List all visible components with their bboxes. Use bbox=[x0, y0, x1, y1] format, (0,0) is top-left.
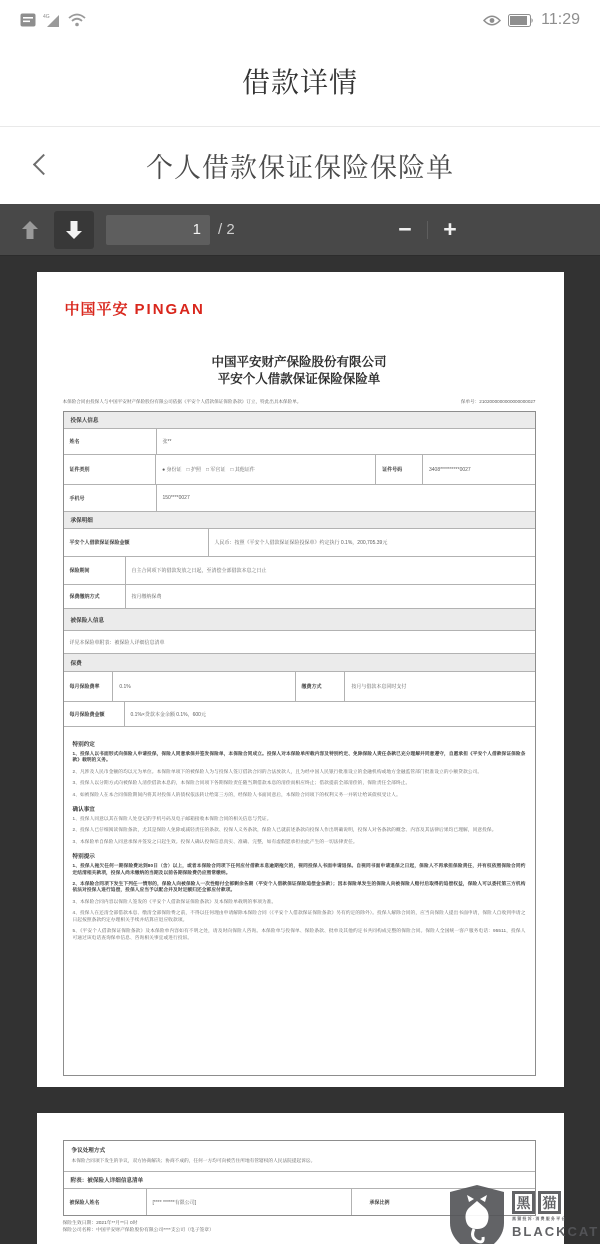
section-premium: 保费 bbox=[64, 654, 535, 671]
cell-value: 按月缴纳保费 bbox=[131, 594, 162, 600]
effective-date-line: 保险生效日期：2021年**月**日 0时 bbox=[62, 1221, 138, 1227]
pdf-page-1 bbox=[37, 272, 564, 1087]
status-bar bbox=[0, 0, 600, 40]
appendix-heading: 附表：被保险人详细信息清单 bbox=[64, 1171, 535, 1188]
clause-paragraph: 2、投保人已仔细阅读保险条款，尤其是保险人免除或减轻责任的条款、投保人义务条款，保险人已就前述条款向投保人作出明确说明，投保人对各条款的概念、内容及其法律后果均已理解，同意投保。 bbox=[72, 827, 497, 833]
clause-paragraph: 1、投保人以书面形式向保险人申请投保，保险人同意承保并签发保险单，本保险合同成立。投保人对本保险单所载内容及特别约定、免除保险人责任条款已充分理解并同意遵守，自愿承担《平安个人借款保证保险条款》载明的义务。 bbox=[72, 751, 526, 763]
policy-number: 保单号：2102000000000000000027 bbox=[460, 399, 536, 404]
blackcat-wordmark bbox=[512, 1191, 599, 1239]
cell-label: 证件类别 bbox=[64, 455, 157, 484]
clause-heading: 确认事宜 bbox=[72, 807, 95, 814]
cell-label: 缴费方式 bbox=[296, 672, 346, 701]
clause-paragraph: 4、如被保险人在本合同保险期间内将其对投保人的债权依法转让给第三方的，经保险人书面同意后，本保险合同项下的权利义务一并转让给该债权受让人。 bbox=[72, 791, 401, 797]
svg-text:4G: 4G bbox=[43, 14, 50, 20]
blackcat-shield-icon bbox=[450, 1185, 504, 1244]
cell-label: 保费缴纳方式 bbox=[64, 585, 126, 608]
zoom-controls bbox=[383, 212, 472, 248]
cell-value: 自主合同项下的借款发放之日起，至清偿全部借款本息之日止 bbox=[131, 568, 267, 574]
pingan-logo-cn: 中国平安 bbox=[64, 301, 129, 318]
cell-label: 手机号 bbox=[64, 485, 157, 511]
page-number-input[interactable] bbox=[106, 215, 210, 245]
cell-value: 150****0027 bbox=[162, 495, 190, 501]
clause-paragraph: 1、投保人拖欠任何一期保险费达到80日（含）以上，或者本保险合同项下任何应付借款本息逾期拖欠的，视同投保人书面申请退保。自视同书面申请退保之日起，保险人不再承担保险责任，并有权依照保险合同约定结清相关款项，投保人尚未缴纳的当期及以前各期保险费仍应照常缴纳。 bbox=[72, 863, 526, 875]
blackcat-en-text: BLACKCAT bbox=[512, 1224, 600, 1239]
signal-icon bbox=[43, 13, 61, 27]
blackcat-char-2: 猫 bbox=[538, 1191, 561, 1214]
clause-paragraph: 5、《平安个人借款保证保险条款》及本保险单内容如有不明之处，请及时向保险人咨询。本保险单与投保单、保险条款、批单及其他约定书共同构成完整的保险合同。保险人全国统一客户服务电话：95511，投保人可通过该电话查询保单信息、咨询相关事宜或进行投诉。 bbox=[72, 928, 526, 940]
section-insured: 被保险人信息 bbox=[64, 609, 535, 630]
cell-value: 0.1% bbox=[113, 672, 295, 701]
section-coverage: 承保明细 bbox=[64, 512, 535, 528]
pingan-logo bbox=[65, 298, 536, 319]
clause-paragraph: 3、投保人以分期方式向被保险人清偿借款本息的，本保险合同项下各期保险责任随当期借款本息的清偿而相应终止；借款提前全部清偿的，保险责任全部终止。 bbox=[72, 780, 411, 786]
battery-icon bbox=[508, 14, 534, 27]
dispute-section bbox=[64, 1141, 535, 1171]
doc-meta-left: 本保险合同由投保人与中国平安财产保险股份有限公司依据《平安个人借款保证保险条款》订立，特此出具本保险单。 bbox=[62, 399, 302, 404]
pdf-viewer bbox=[0, 204, 600, 1244]
message-icon bbox=[20, 13, 36, 27]
cell-label: 平安个人借款保证保险金额 bbox=[64, 529, 209, 556]
cell-label: 被保险人姓名 bbox=[64, 1189, 147, 1215]
clause-paragraph: 1、投保人同意以其在保险人处登记的手机号码及电子邮箱接收本保险合同的相关信息与凭证。 bbox=[72, 816, 272, 822]
page-up-button[interactable] bbox=[10, 211, 50, 249]
cell-value: 人民币：按照《平安个人借款保证保险投保单》约定执行 0.1%，200,705.39元 bbox=[214, 540, 388, 546]
company-line: 保险公司名称：中国平安财产保险股份有限公司****支公司（电子签章） bbox=[62, 1228, 214, 1233]
arrow-down-icon bbox=[65, 220, 83, 240]
eye-protection-icon bbox=[483, 14, 501, 27]
cell-value: 按月与借款本息同时支付 bbox=[351, 684, 407, 690]
dispute-text: 本保险合同项下发生的争议，双方协商解决；协商不成的，任何一方均可向被告住所地有管辖权的人民法院提起诉讼。 bbox=[71, 1158, 316, 1163]
cell-id-options: ● 身份证 □ 护照 □ 军官证 □ 其他证件 bbox=[156, 455, 376, 484]
table-row bbox=[64, 455, 535, 485]
nav-bar bbox=[0, 127, 600, 204]
doc-meta-line bbox=[63, 399, 536, 405]
table-row bbox=[64, 631, 535, 654]
cell-insured-note: 详见本保险单附表：被保险人详细信息清单 bbox=[69, 639, 165, 646]
cell-value: 3408**********0027 bbox=[428, 466, 471, 473]
table-row bbox=[64, 529, 535, 557]
arrow-up-icon bbox=[21, 220, 39, 240]
table-row bbox=[64, 429, 535, 455]
table-row bbox=[64, 702, 535, 727]
clause-paragraph: 2、本保险合同项下发生下列任一情形的，保险人向被保险人一次性赔付全部剩余各期（平安个人借款保证保险追偿金条款）；因本保险单发生的保险人向被保险人赔付后取得的追偿权益，保险人可以委托第三方机构依法对投保人进行追偿，投保人应当予以配合并及时足额归还全部应付款项。 bbox=[72, 881, 526, 893]
blackcat-subtitle: 黑猫投诉·消费服务平台 bbox=[512, 1216, 567, 1221]
blackcat-char-1: 黑 bbox=[512, 1191, 535, 1214]
doc-company: 中国平安财产保险股份有限公司 bbox=[211, 355, 387, 369]
page-title: 借款详情 bbox=[241, 67, 358, 98]
pingan-logo-en: PINGAN bbox=[134, 301, 205, 318]
clause-heading: 特别提示 bbox=[72, 854, 95, 861]
clause-paragraph: 2、凡涉及人民币金额的均以元为单位。本保险单项下的被保险人为与投保人签订借款合同的合法放款人，且为经中国人民银行批准设立的金融机构或地方金融监管部门批准设立的小额贷款公司。 bbox=[72, 768, 483, 774]
cell-label: 承保比例 bbox=[369, 1199, 390, 1206]
clause-paragraph: 3、本保险单自保险人同意承保并签发之日起生效。投保人确认投保信息真实、准确、完整，如有虚假愿承担由此产生的一切法律责任。 bbox=[72, 838, 358, 844]
cell-label: 保险期间 bbox=[64, 557, 126, 584]
pdf-toolbar bbox=[0, 204, 600, 256]
zoom-in-button[interactable]: + bbox=[443, 216, 457, 242]
cell-value: 0.1%×贷款本金余额 0.1%，600元 bbox=[130, 711, 206, 718]
dispute-heading: 争议处理方式 bbox=[71, 1148, 106, 1154]
clause-paragraph: 3、本保险合同内容以保险人签发的《平安个人借款保证保险条款》及本保险单载明的事项为准。 bbox=[72, 898, 277, 904]
doc-title: 平安个人借款保证保险保险单 bbox=[217, 372, 381, 386]
clause-paragraph: 4、投保人在还清全部借款本息、缴清全部保险费之前，不得以任何理由申请解除本保险合同（《平安个人借款保证保险条款》另有约定的除外）。投保人解除合同的，应当向保险人提出书面申请，保险人自收到申请之日起按照条款约定办理相关手续并结算应退应收款项。 bbox=[72, 910, 526, 922]
nav-title: 个人借款保证保险保险单 bbox=[146, 153, 454, 183]
cell-label: 证件号码 bbox=[376, 455, 423, 484]
table-row bbox=[64, 585, 535, 609]
policy-table bbox=[63, 411, 536, 1076]
table-row bbox=[64, 672, 535, 702]
table-row bbox=[64, 485, 535, 512]
section-policyholder: 投保人信息 bbox=[64, 412, 535, 428]
cell-value: [**** ******有限公司] bbox=[147, 1189, 352, 1215]
page-down-button[interactable] bbox=[54, 211, 94, 249]
table-row bbox=[64, 557, 535, 585]
zoom-out-button[interactable]: − bbox=[398, 216, 412, 242]
page-total: / 2 bbox=[218, 221, 235, 238]
cell-label: 每月保险费率 bbox=[64, 672, 114, 701]
cell-label: 每月保险费金额 bbox=[64, 702, 125, 726]
cell-label: 姓名 bbox=[64, 429, 157, 454]
wifi-icon bbox=[68, 13, 86, 27]
clause-heading: 特别约定 bbox=[72, 742, 95, 748]
status-time: 11:29 bbox=[541, 11, 580, 28]
back-button[interactable] bbox=[30, 155, 60, 179]
chevron-left-icon bbox=[33, 154, 54, 175]
special-clauses bbox=[64, 727, 535, 1075]
cell-value: 张** bbox=[162, 439, 172, 445]
pdf-pages bbox=[0, 256, 600, 1244]
blackcat-watermark bbox=[448, 1179, 600, 1244]
